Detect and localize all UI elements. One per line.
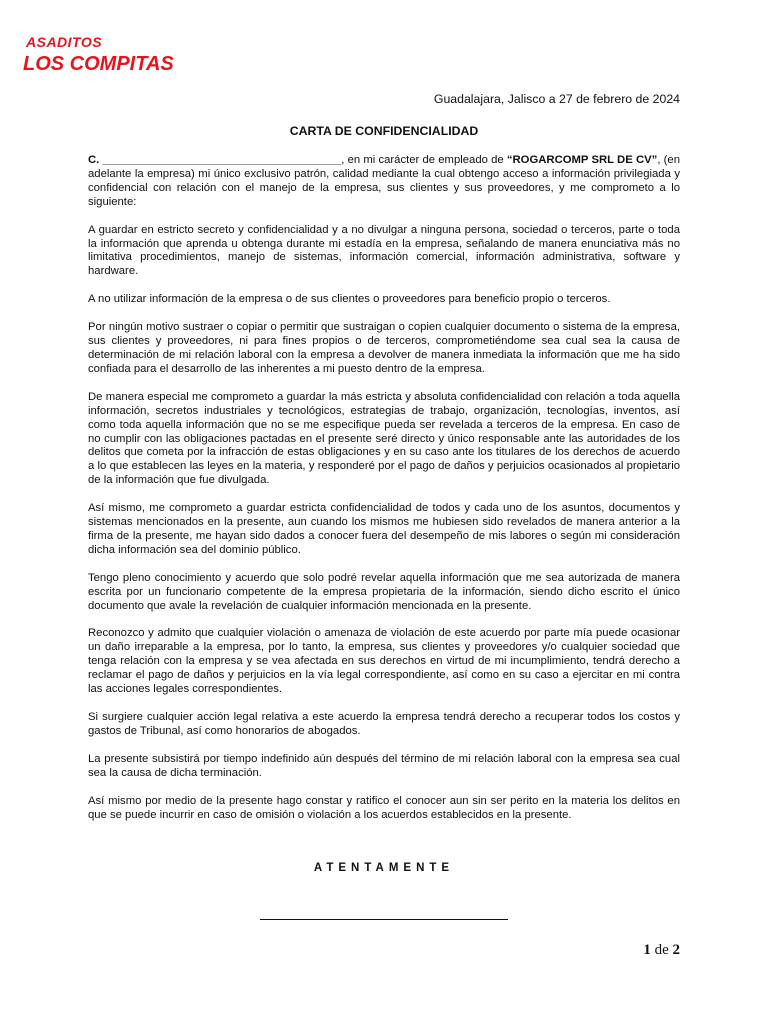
- letter-body: [88, 154, 680, 836]
- paragraph-violation: Reconozco y admito que cualquier violación o amenaza de violación de este acuerdo por parte mía puede ocasionar un daño irreparable a la empresa, por lo tanto, la empresa, sus clientes y proveedores y/o cualquier sociedad que tenga relación con la empresa y se vea afectada en sus derechos en virtud de mi incumplimiento, tendrá derecho a reclamar el pago de daños y perjuicios en la vía legal correspondiente, así como en su caso a ejercitar en mi contra las acciones legales correspondientes.: [88, 627, 680, 696]
- signature-line: [260, 919, 508, 920]
- employee-name-field: C. ______________________________________: [88, 154, 342, 166]
- paragraph-ratification: Así mismo por medio de la presente hago constar y ratifico el conocer aun sin ser perito en la materia los delitos en que se puede incurrir en caso de omisión o violación a los acuerdos establecidos en la presente.: [88, 794, 680, 821]
- asaditos-logo-graphic: [22, 32, 182, 76]
- logo-bottom-text: LOS COMPITAS: [23, 53, 174, 75]
- paragraph-special-commitment: De manera especial me comprometo a guardar la más estricta y absoluta confidencialidad con relación a toda aquella información, secretos industriales y tecnológicos, estrategias de trabajo, organización, tecnologías, inventos, así como toda aquella información que no se me especifique pueda ser revelada a terceros de la empresa. En caso de no cumplir con las obligaciones pactadas en el presente seré directo y único responsable ante las autoridades de los delitos que cometa por la infracción de estas obligaciones y en su caso ante los titulares de los derechos de acuerdo a lo que establecen las leyes en la materia, y responderé por el pago de daños y perjuicios ocasionados al propietario de la información que fue divulgada.: [88, 390, 680, 487]
- intro-text-a: , en mi carácter de empleado de: [341, 154, 507, 166]
- intro-text-b: , (en adelante la empresa) mi único exclusivo patrón, calidad mediante la cual obtengo acceso a información privilegiada y confidencial con relación con el manejo de la empresa, sus clientes y sus proveedores, y me comprometo a lo siguiente:: [88, 154, 680, 208]
- paragraph-prior-disclosure: Así mismo, me comprometo a guardar estricta confidencialidad de todos y cada uno de los asuntos, documentos y sistemas mencionados en la presente, aun cuando los mismos me hubiesen sido revelados de manera anterior a la firma de la presente, me hayan sido dados a conocer fuera del desempeño de mis labores o según mi consideración dicha información sea del dominio público.: [88, 502, 680, 556]
- page-separator: de: [654, 942, 669, 958]
- company-name: “ROGARCOMP SRL DE CV”: [506, 154, 658, 166]
- paragraph-legal-costs: Si surgiere cualquier acción legal relativa a este acuerdo la empresa tendrá derecho a recuperar todos los costos y gastos de Tribunal, así como honorarios de abogados.: [88, 711, 680, 737]
- paragraph-secrecy: A guardar en estricto secreto y confidencialidad y a no divulgar a ninguna persona, sociedad o terceros, parte o toda la información que aprenda u obtenga durante mi estadía en la empresa, señalando de manera enunciativa más no limitativa procedimientos, manejo de sistemas, información comercial, información administrativa, software y hardware.: [88, 223, 680, 278]
- document-title: CARTA DE CONFIDENCIALIDAD: [289, 124, 479, 138]
- page-current: 1: [643, 942, 651, 958]
- closing-atentamente: ATENTAMENTE: [313, 862, 455, 874]
- paragraph-no-copy: Por ningún motivo sustraer o copiar o permitir que sustraigan o copien cualquier documento o sistema de la empresa, sus clientes y proveedores, ni para fines propios o de terceros, comprometiéndome sea cual sea la causa de determinación de mi relación laboral con la empresa a devolver de manera inmediata la información que me ha sido confiada para el desarrollo de las inherentes a mi puesto dentro de la empresa.: [88, 321, 680, 375]
- paragraph-authorized-disclosure: Tengo pleno conocimiento y acuerdo que solo podré revelar aquella información que me sea autorizada de manera escrita por un funcionario competente de la empresa propietaria de la información, siendo dicho escrito el único documento que avale la revelación de cualquier información mencionada en la presente.: [88, 571, 680, 612]
- paragraph-no-use: A no utilizar información de la empresa o de sus clientes o proveedores para beneficio propio o terceros.: [88, 293, 611, 306]
- page-number: [643, 942, 680, 959]
- intro-paragraph: [88, 154, 680, 210]
- company-logo: [22, 32, 182, 76]
- page-total: 2: [672, 942, 680, 958]
- paragraph-duration: La presente subsistirá por tiempo indefinido aún después del término de mi relación laboral con la empresa sea cual sea la causa de dicha terminación.: [88, 752, 680, 779]
- letter-date: Guadalajara, Jalisco a 27 de febrero de 2024: [433, 92, 680, 106]
- logo-top-text: ASADITOS: [26, 34, 103, 50]
